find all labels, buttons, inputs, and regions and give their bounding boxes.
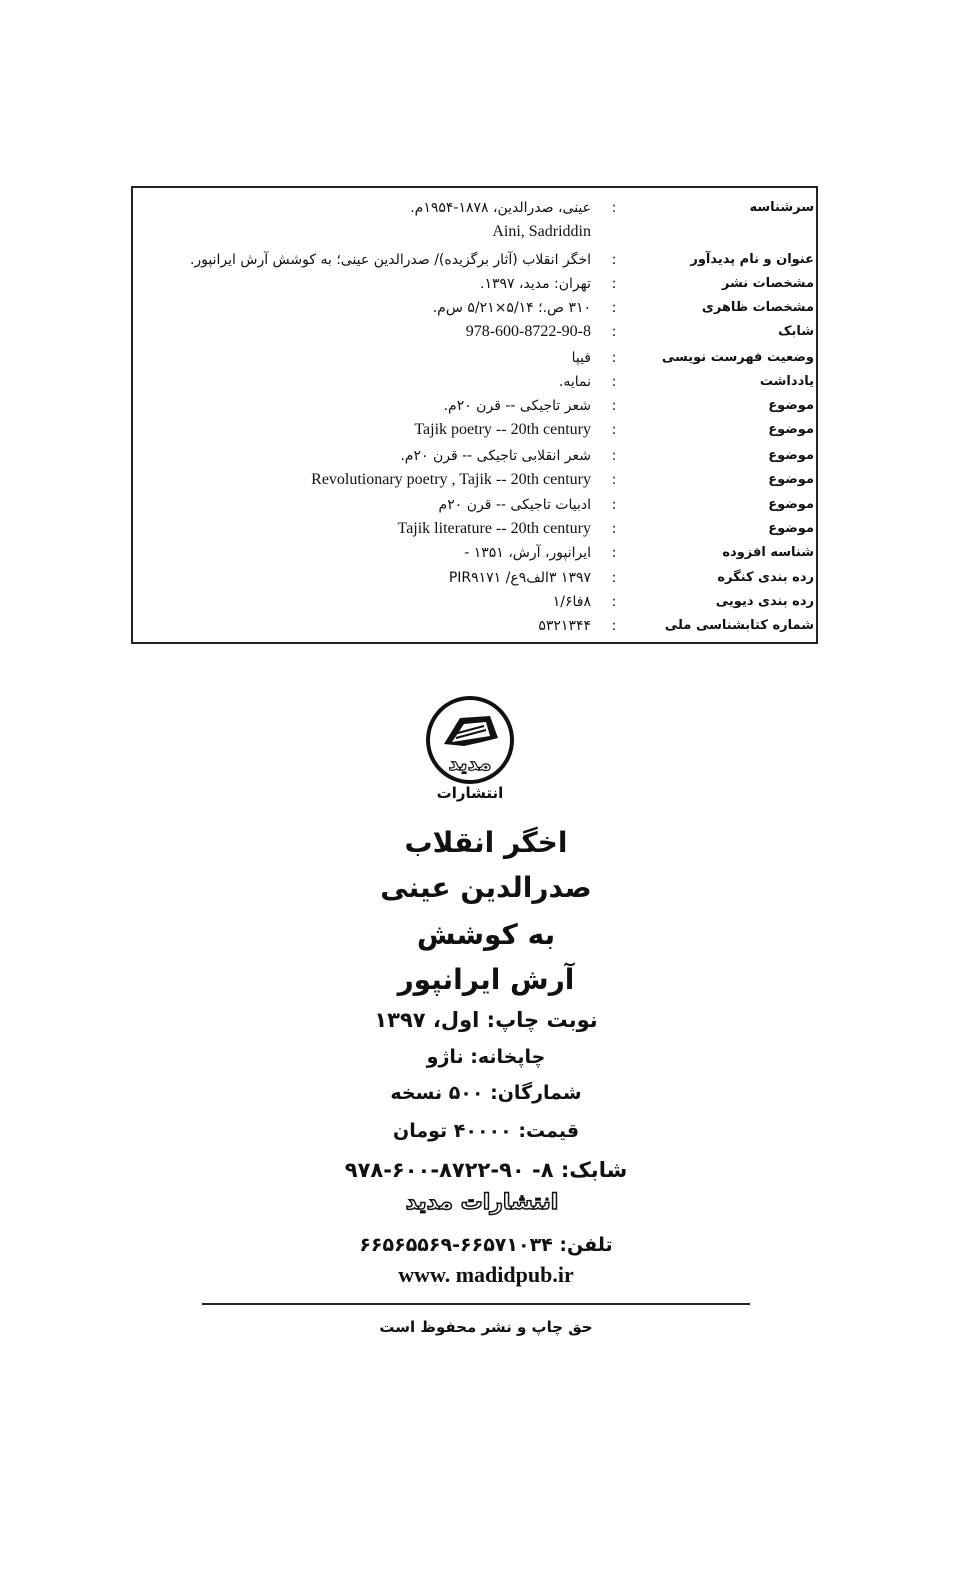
cip-separator: :: [611, 276, 617, 292]
cip-value: Tajik literature -- 20th century: [397, 520, 591, 537]
cip-label: موضوع: [768, 422, 814, 437]
cip-value: شعر انقلابی تاجیکی -- قرن ۲۰م.: [400, 448, 591, 464]
printer-info: چاپخانه: ناژو: [426, 1046, 546, 1068]
cip-label: موضوع: [768, 497, 814, 512]
cip-value: ادبیات تاجیکی -- قرن ۲۰م: [438, 497, 591, 513]
cip-value: 978-600-8722-90-8: [465, 323, 591, 340]
cip-label: رده بندی دیویی: [715, 594, 814, 609]
cip-row: [133, 220, 816, 244]
cip-label: موضوع: [768, 398, 814, 413]
cip-separator: :: [611, 472, 617, 488]
cip-separator: :: [611, 545, 617, 561]
cip-row: [133, 272, 816, 296]
cip-value: شعر تاجیکی -- قرن ۲۰م.: [443, 398, 591, 414]
cip-separator: :: [611, 398, 617, 414]
cip-row: [133, 296, 816, 320]
cip-separator: :: [611, 521, 617, 537]
cip-row: [133, 566, 816, 590]
cip-value: نمایه.: [558, 374, 591, 390]
cip-label: مشخصات ظاهری: [701, 300, 814, 315]
cip-row: [133, 196, 816, 220]
cip-label: شابک: [778, 324, 814, 339]
phone-info: تلفن: ۶۶۵۷۱۰۳۴-۶۶۵۶۵۵۶۹: [359, 1234, 613, 1256]
cip-row: [133, 614, 816, 638]
cip-label: موضوع: [768, 472, 814, 487]
cip-separator: :: [611, 594, 617, 610]
cip-row: [133, 370, 816, 394]
copyright-notice: حق چاپ و نشر محفوظ است: [379, 1318, 593, 1336]
cip-separator: :: [611, 570, 617, 586]
cip-label: یادداشت: [759, 374, 814, 389]
cip-separator: :: [611, 350, 617, 366]
editor-name: آرش ایرانپور: [397, 963, 575, 996]
cip-catalog-box: [131, 186, 818, 644]
price-info: قیمت: ۴۰۰۰۰ تومان: [392, 1120, 580, 1142]
cip-separator: :: [611, 448, 617, 464]
cip-value: ۱۳۹۷ ۳الف۹ع/ PIR۹۱۷۱: [448, 570, 591, 586]
cip-row: [133, 590, 816, 614]
cip-label: رده بندی کنگره: [717, 570, 814, 585]
cip-value: تهران: مدید، ۱۳۹۷.: [479, 276, 591, 292]
cip-value: عینی، صدرالدین، ۱۸۷۸-۱۹۵۴م.: [410, 200, 591, 216]
by-effort-label: به کوشش: [416, 918, 556, 951]
cip-row: [133, 320, 816, 344]
cip-row: [133, 444, 816, 468]
cip-row: [133, 468, 816, 492]
cip-value: ۵۳۲۱۳۴۴: [538, 618, 591, 634]
copies-info: شمارگان: ۵۰۰ نسخه: [390, 1082, 582, 1104]
isbn-info: شابک: ۸- ۹۰-۸۷۲۲-۶۰۰-۹۷۸: [344, 1158, 628, 1182]
cip-value: ۸فا۱/۶: [552, 594, 591, 610]
cip-value: Aini, Sadriddin: [492, 223, 591, 240]
cip-label: شناسه افزوده: [722, 545, 814, 560]
cip-row: [133, 346, 816, 370]
cip-value: ایرانپور، آرش، ۱۳۵۱ -: [464, 545, 591, 561]
cip-label: عنوان و نام پدیدآور: [690, 252, 814, 267]
cip-separator: :: [611, 300, 617, 316]
edition-info: نوبت چاپ: اول، ۱۳۹۷: [374, 1008, 598, 1032]
author-name: صدرالدین عینی: [380, 871, 592, 904]
website-link[interactable]: www. madidpub.ir: [398, 1262, 574, 1287]
cip-row: [133, 418, 816, 442]
cip-label: موضوع: [768, 448, 814, 463]
cip-separator: :: [611, 252, 617, 268]
cip-value: Tajik poetry -- 20th century: [414, 421, 591, 438]
cip-value: فیپا: [571, 350, 591, 366]
cip-label: موضوع: [768, 521, 814, 536]
cip-label: مشخصات نشر: [721, 276, 814, 291]
cip-label: سرشناسه: [749, 200, 814, 215]
cip-label: وضعیت فهرست نویسی: [661, 350, 814, 365]
cip-separator: :: [611, 324, 617, 340]
cip-value: ۳۱۰ ص.؛ ۵/۱۴×۵/۲۱ س‌م.: [432, 300, 591, 316]
cip-value: Revolutionary poetry , Tajik -- 20th century: [311, 471, 591, 488]
divider-line: [202, 1303, 750, 1305]
cip-label: شماره کتابشناسی ملی: [664, 618, 814, 633]
cip-separator: :: [611, 374, 617, 390]
cip-separator: :: [611, 200, 617, 216]
cip-separator: :: [611, 618, 617, 634]
book-title: اخگر انقلاب: [404, 826, 568, 859]
logo-text: مدید: [448, 751, 492, 775]
logo-caption: انتشارات: [436, 784, 504, 802]
cip-separator: :: [611, 422, 617, 438]
cip-row: [133, 517, 816, 541]
publisher-brand: انتشارات مدید: [405, 1190, 559, 1215]
cip-row: [133, 394, 816, 418]
cip-separator: :: [611, 497, 617, 513]
cip-row: [133, 541, 816, 565]
cip-row: [133, 493, 816, 517]
cip-row: [133, 248, 816, 272]
cip-value: اخگر انقلاب (آثار برگزیده)/ صدرالدین عینی؛ به کوشش آرش ایرانپور.: [189, 252, 591, 268]
publisher-logo: [424, 694, 516, 806]
